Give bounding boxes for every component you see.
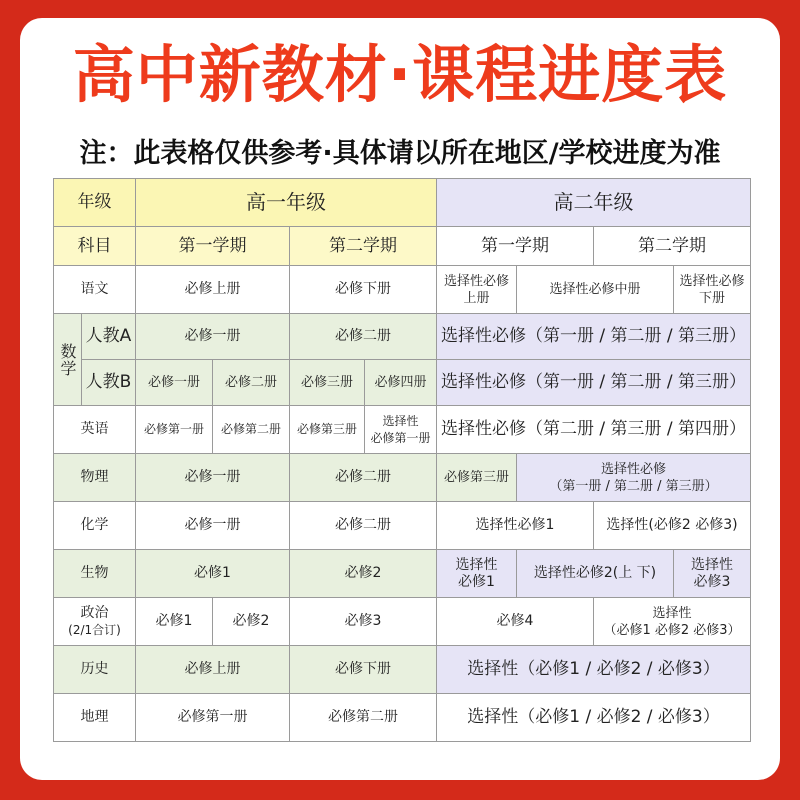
geography-g2: 选择性（必修1 / 必修2 / 必修3） — [437, 694, 751, 742]
math-rja-g1s2: 必修二册 — [290, 314, 437, 360]
biology-g2-c — [674, 550, 751, 598]
table-row — [54, 502, 751, 550]
politics-c2: 必修2 — [213, 598, 290, 646]
history-g2: 选择性（必修1 / 必修2 / 必修3） — [437, 646, 751, 694]
politics-c1: 必修1 — [136, 598, 213, 646]
chinese-g1s1: 必修上册 — [136, 266, 290, 314]
cell-line: (2/1合订) — [68, 622, 121, 637]
history-g1s1: 必修上册 — [136, 646, 290, 694]
chemistry-g2s1: 选择性必修1 — [437, 502, 594, 550]
subject-chinese: 语文 — [54, 266, 136, 314]
math-rjb-c1: 必修一册 — [136, 360, 213, 406]
english-c2: 必修第二册 — [213, 406, 290, 454]
table-row — [54, 550, 751, 598]
physics-g1s2: 必修二册 — [290, 454, 437, 502]
math-rjb-c4: 必修四册 — [365, 360, 437, 406]
cell-line: 选择性 — [382, 413, 419, 428]
chinese-g1s2: 必修下册 — [290, 266, 437, 314]
grade1-header: 高一年级 — [136, 179, 437, 227]
subject-geography: 地理 — [54, 694, 136, 742]
math-rjb-g2: 选择性必修（第一册 / 第二册 / 第三册） — [437, 360, 751, 406]
chinese-g2-b: 选择性必修中册 — [517, 266, 674, 314]
disclaimer-note: 注：此表格仅供参考·具体请以所在地区/学校进度为准 — [79, 138, 721, 169]
table-row — [54, 266, 751, 314]
cell-line: 选择性 — [652, 605, 692, 621]
english-c4 — [365, 406, 437, 454]
subject-biology: 生物 — [54, 550, 136, 598]
cell-line: 选择性必修 — [679, 273, 745, 289]
cell-line: 选择性必修 — [600, 461, 666, 477]
subject-math: 数学 — [54, 314, 82, 406]
english-c1: 必修第一册 — [136, 406, 213, 454]
table-row — [54, 598, 751, 646]
subject-politics — [54, 598, 136, 646]
subject-english: 英语 — [54, 406, 136, 454]
geography-g1s1: 必修第一册 — [136, 694, 290, 742]
subject-physics: 物理 — [54, 454, 136, 502]
grade2-header: 高二年级 — [437, 179, 751, 227]
table-row — [54, 314, 751, 360]
math-rjb-label: 人教B — [82, 360, 136, 406]
subject-label: 科目 — [54, 227, 136, 266]
cell-line: （第一册 / 第二册 / 第三册） — [549, 478, 718, 494]
math-rja-label: 人教A — [82, 314, 136, 360]
table-row — [54, 227, 751, 266]
math-rja-g1s1: 必修一册 — [136, 314, 290, 360]
g1-semester1: 第一学期 — [136, 227, 290, 266]
english-g2: 选择性必修（第二册 / 第三册 / 第四册） — [437, 406, 751, 454]
table-row — [54, 646, 751, 694]
grade-label: 年级 — [54, 179, 136, 227]
biology-g2-a — [437, 550, 517, 598]
cell-line: （必修1 必修2 必修3） — [603, 622, 741, 638]
biology-g2-b: 选择性必修2(上 下) — [517, 550, 674, 598]
cell-line: 必修3 — [693, 573, 731, 590]
chinese-g2-a — [437, 266, 517, 314]
subject-chemistry: 化学 — [54, 502, 136, 550]
cell-line: 政治 — [80, 604, 109, 621]
chinese-g2-c — [674, 266, 751, 314]
cell-line: 必修第一册 — [370, 430, 431, 445]
english-c3: 必修第三册 — [290, 406, 365, 454]
cell-line: 上册 — [463, 290, 490, 306]
table-row — [54, 360, 751, 406]
physics-g1s1: 必修一册 — [136, 454, 290, 502]
g2-semester2: 第二学期 — [594, 227, 751, 266]
politics-g1s2: 必修3 — [290, 598, 437, 646]
chemistry-g1s1: 必修一册 — [136, 502, 290, 550]
table-row — [54, 406, 751, 454]
politics-g2-a: 必修4 — [437, 598, 594, 646]
cell-line: 选择性必修 — [443, 273, 509, 289]
cell-line: 选择性 — [691, 556, 733, 573]
math-rja-g2: 选择性必修（第一册 / 第二册 / 第三册） — [437, 314, 751, 360]
math-rjb-c3: 必修三册 — [290, 360, 365, 406]
physics-g2-a: 必修第三册 — [437, 454, 517, 502]
geography-g1s2: 必修第二册 — [290, 694, 437, 742]
g2-semester1: 第一学期 — [437, 227, 594, 266]
math-rjb-c2: 必修二册 — [213, 360, 290, 406]
chemistry-g1s2: 必修二册 — [290, 502, 437, 550]
table-row — [54, 454, 751, 502]
chemistry-g2s2: 选择性(必修2 必修3) — [594, 502, 751, 550]
table-row — [54, 694, 751, 742]
cell-line: 选择性 — [455, 556, 498, 573]
table-row — [54, 179, 751, 227]
politics-g2-b — [594, 598, 751, 646]
cell-line: 下册 — [698, 290, 725, 306]
page-title: 高中新教材·课程进度表 — [72, 38, 728, 111]
cell-line: 必修1 — [458, 573, 495, 590]
g1-semester2: 第二学期 — [290, 227, 437, 266]
course-schedule-table — [53, 178, 751, 742]
subject-history: 历史 — [54, 646, 136, 694]
physics-g2-b — [517, 454, 751, 502]
biology-g1s2: 必修2 — [290, 550, 437, 598]
biology-g1s1: 必修1 — [136, 550, 290, 598]
history-g1s2: 必修下册 — [290, 646, 437, 694]
